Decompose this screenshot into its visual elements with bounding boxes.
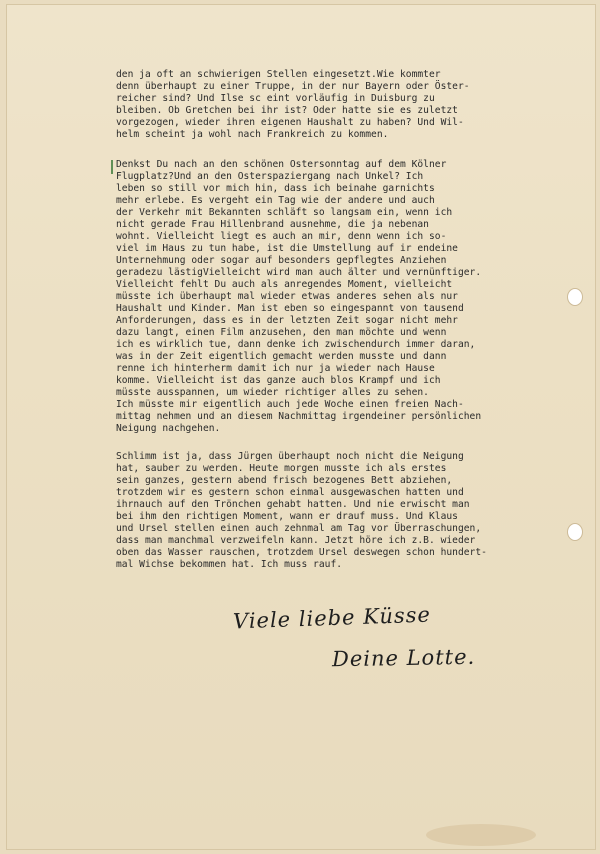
text-line: was in der Zeit eigentlich gemacht werden musste und dann [116,351,447,362]
text-line: denn überhaupt zu einer Truppe, in der nur Bayern oder Öster- [116,81,470,92]
text-line: müsste ich überhaupt mal wieder etwas anderes sehen als nur [116,291,458,302]
text-line: oben das Wasser rauschen, trotzdem Ursel deswegen schon hundert- [116,547,487,558]
text-line: hat, sauber zu werden. Heute morgen musste ich als erstes [116,463,447,474]
text-line: renne ich hinterherm damit ich nur ja wieder nach Hause [116,363,435,374]
text-line: dass man manchmal verzweifeln kann. Jetzt höre ich z.B. wieder [116,535,476,546]
text-line: und Ursel stellen einen auch zehnmal am Tag vor Überraschungen, [116,523,482,534]
text-line: mehr erlebe. Es vergeht ein Tag wie der andere und auch [116,195,435,206]
text-line: vorgezogen, wieder ihren eigenen Haushalt zu haben? Und Wil- [116,117,464,128]
text-line: bei ihm den richtigen Moment, wann er drauf muss. Und Klaus [116,511,458,522]
text-line: Flugplatz?Und an den Osterspaziergang nach Unkel? Ich [116,171,424,182]
text-line: dazu langt, einen Film anzusehen, den man möchte und wenn [116,327,447,338]
text-line: nicht gerade Frau Hillenbrand ausnehme, die ja nebenan [116,219,429,230]
text-line: ihrnauch auf den Trönchen gehabt hatten. Und nie erwischt man [116,499,470,510]
text-line: komme. Vielleicht ist das ganze auch blos Krampf und ich [116,375,441,386]
margin-mark [111,160,113,174]
text-line: bleiben. Ob Gretchen bei ihr ist? Oder hatte sie es zuletzt [116,105,458,116]
text-line: wohnt. Vielleicht liegt es auch an mir, denn wenn ich so- [116,231,447,242]
text-line: mittag nehmen und an diesem Nachmittag irgendeiner persönlichen [116,411,482,422]
text-line: Haushalt und Kinder. Man ist eben so eingespannt von tausend [116,303,464,314]
text-line: den ja oft an schwierigen Stellen eingesetzt.Wie kommter [116,69,441,80]
text-line: mal Wichse bekommen hat. Ich muss rauf. [116,559,343,570]
text-line: geradezu lästigVielleicht wird man auch älter und vernünftiger. [116,267,482,278]
text-line: der Verkehr mit Bekannten schläft so langsam ein, wenn ich [116,207,453,218]
closing-greeting: Viele liebe Küsse [232,602,432,634]
signature: Deine Lotte. [331,644,476,672]
text-line: Schlimm ist ja, dass Jürgen überhaupt noch nicht die Neigung [116,451,464,462]
text-line: ich es wirklich tue, dann denke ich zwischendurch immer daran, [116,339,476,350]
text-line: Ich müsste mir eigentlich auch jede Woche einen freien Nach- [116,399,464,410]
text-line: müsste ausspannen, um wieder richtiger alles zu sehen. [116,387,429,398]
text-line: sein ganzes, gestern abend frisch bezogenes Bett abziehen, [116,475,453,486]
text-line: reicher sind? Und Ilse sc eint vorläufig in Duisburg zu [116,93,435,104]
text-line: Anforderungen, dass es in der letzten Zeit sogar nicht mehr [116,315,458,326]
text-line: trotzdem wir es gestern schon einmal ausgewaschen hatten und [116,487,464,498]
text-line: helm scheint ja wohl nach Frankreich zu kommen. [116,129,389,140]
text-line: leben so still vor mich hin, dass ich beinahe garnichts [116,183,435,194]
text-line: Denkst Du nach an den schönen Ostersonntag auf dem Kölner [116,159,447,170]
text-line: Neigung nachgehen. [116,423,221,434]
text-line: viel im Haus zu tun habe, ist die Umstellung auf ir endeine [116,243,458,254]
text-line: Unternehmung oder sogar auf besonders gepflegtes Anziehen [116,255,447,266]
text-line: Vielleicht fehlt Du auch als anregendes Moment, vielleicht [116,279,453,290]
